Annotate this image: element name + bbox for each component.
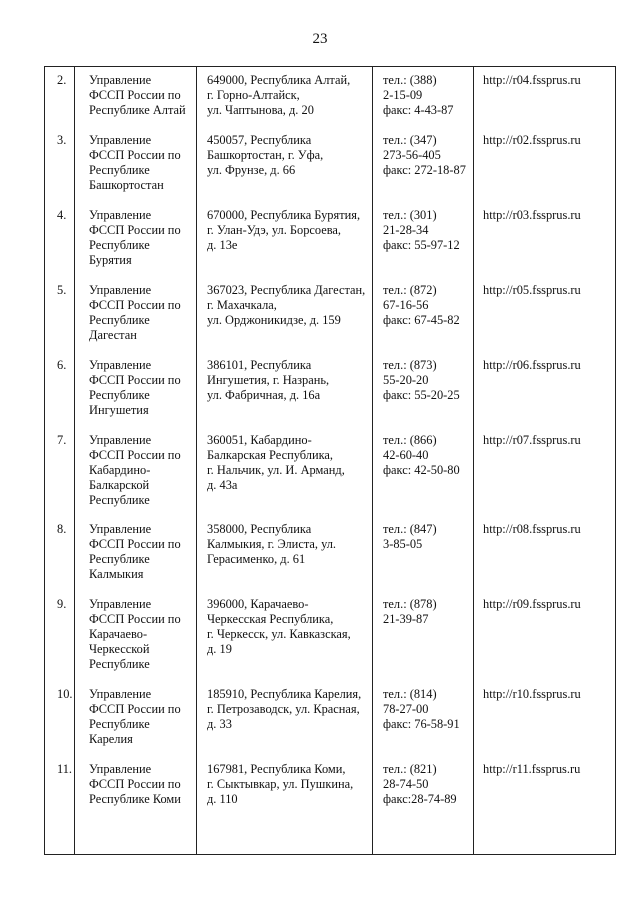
office-phone: тел.: (872) 67-16-56 факс: 67-45-82: [383, 283, 460, 327]
office-name: Управление ФССП России по Карачаево- Черкесской Республике: [89, 597, 181, 671]
page-number: 23: [312, 31, 328, 47]
offices-table: [44, 66, 616, 855]
row-number: 7.: [57, 433, 67, 447]
row-number: 10.: [57, 687, 73, 701]
office-phone: тел.: (866) 42-60-40 факс: 42-50-80: [383, 433, 460, 477]
row-number: 9.: [57, 597, 67, 611]
office-website: http://r04.fssprus.ru: [483, 73, 581, 87]
column-divider: [74, 67, 75, 854]
row-number: 6.: [57, 358, 67, 372]
row-number: 4.: [57, 208, 67, 222]
office-address: 367023, Республика Дагестан, г. Махачкала, ул. Орджоникидзе, д. 159: [207, 283, 366, 327]
office-name: Управление ФССП России по Кабардино- Балкарской Республике: [89, 433, 181, 507]
office-address: 396000, Карачаево- Черкесская Республика, г. Черкесск, ул. Кавказская, д. 19: [207, 597, 351, 656]
office-website: http://r02.fssprus.ru: [483, 133, 581, 147]
office-phone: тел.: (821) 28-74-50 факс:28-74-89: [383, 762, 457, 806]
office-website: http://r07.fssprus.ru: [483, 433, 581, 447]
office-name: Управление ФССП России по Республике Башкортостан: [89, 133, 181, 192]
office-address: 649000, Республика Алтай, г. Горно-Алтайск, ул. Чаптынова, д. 20: [207, 73, 351, 117]
row-number: 8.: [57, 522, 67, 536]
row-number: 2.: [57, 73, 67, 87]
office-website: http://r08.fssprus.ru: [483, 522, 581, 536]
office-website: http://r06.fssprus.ru: [483, 358, 581, 372]
office-website: http://r09.fssprus.ru: [483, 597, 581, 611]
office-address: 185910, Республика Карелия, г. Петрозаводск, ул. Красная, д. 33: [207, 687, 362, 731]
office-website: http://r03.fssprus.ru: [483, 208, 581, 222]
office-address: 167981, Республика Коми, г. Сыктывкар, ул. Пушкина, д. 110: [207, 762, 354, 806]
office-name: Управление ФССП России по Республике Ингушетия: [89, 358, 181, 417]
office-address: 450057, Республика Башкортостан, г. Уфа, ул. Фрунзе, д. 66: [207, 133, 324, 177]
office-phone: тел.: (847) 3-85-05: [383, 522, 437, 551]
office-phone: тел.: (301) 21-28-34 факс: 55-97-12: [383, 208, 460, 252]
office-address: 360051, Кабардино- Балкарская Республика, г. Нальчик, ул. И. Арманд, д. 43а: [207, 433, 345, 492]
row-number: 5.: [57, 283, 67, 297]
office-website: http://r05.fssprus.ru: [483, 283, 581, 297]
office-phone: тел.: (878) 21-39-87: [383, 597, 437, 626]
office-address: 358000, Республика Калмыкия, г. Элиста, ул. Герасименко, д. 61: [207, 522, 337, 566]
office-name: Управление ФССП России по Республике Коми: [89, 762, 181, 806]
office-name: Управление ФССП России по Республике Дагестан: [89, 283, 181, 342]
office-phone: тел.: (388) 2-15-09 факс: 4-43-87: [383, 73, 454, 117]
office-website: http://r11.fssprus.ru: [483, 762, 581, 776]
office-address: 386101, Республика Ингушетия, г. Назрань, ул. Фабричная, д. 16а: [207, 358, 330, 402]
office-phone: тел.: (873) 55-20-20 факс: 55-20-25: [383, 358, 460, 402]
office-name: Управление ФССП России по Республике Калмыкия: [89, 522, 181, 581]
office-address: 670000, Республика Бурятия, г. Улан-Удэ, ул. Борсоева, д. 13е: [207, 208, 361, 252]
office-phone: тел.: (814) 78-27-00 факс: 76-58-91: [383, 687, 460, 731]
office-name: Управление ФССП России по Республике Алтай: [89, 73, 186, 117]
row-number: 3.: [57, 133, 67, 147]
office-name: Управление ФССП России по Республике Бурятия: [89, 208, 181, 267]
row-number: 11.: [57, 762, 73, 776]
office-phone: тел.: (347) 273-56-405 факс: 272-18-87: [383, 133, 466, 177]
office-website: http://r10.fssprus.ru: [483, 687, 581, 701]
office-name: Управление ФССП России по Республике Карелия: [89, 687, 181, 746]
